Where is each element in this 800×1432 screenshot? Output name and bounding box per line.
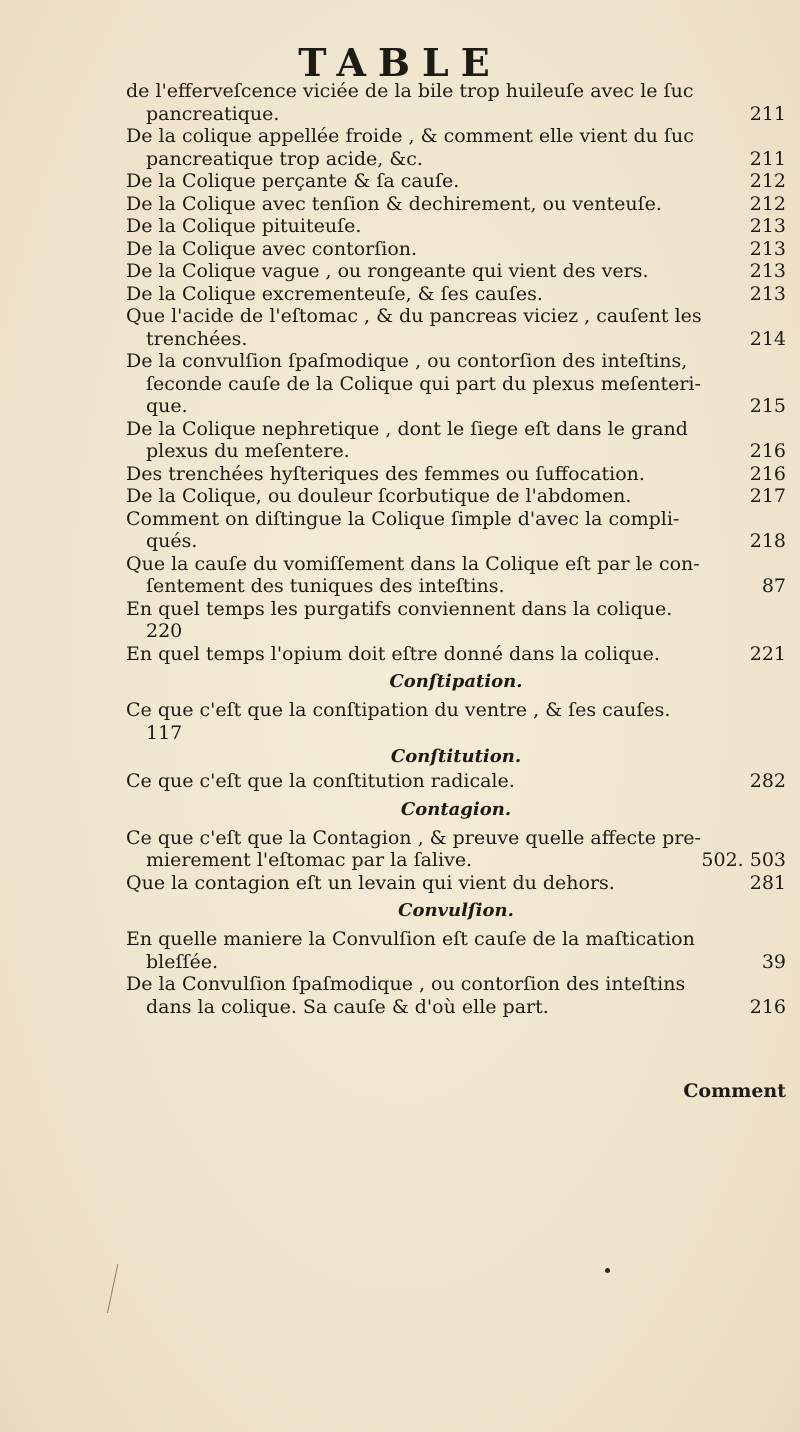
- index-entry-line: [126, 148, 786, 171]
- index-entry-line: [126, 575, 786, 598]
- catchword: Comment: [683, 1080, 786, 1102]
- entry-text: que.: [146, 395, 188, 417]
- page-number: 216: [749, 462, 786, 485]
- entry-text: De la convulſion ſpaſmodique , ou contorſion des inteſtins,: [126, 350, 688, 372]
- index-entry-line: [126, 395, 786, 418]
- page-number: 214: [749, 327, 786, 350]
- page-number: 213: [749, 282, 786, 305]
- entry-text: pancreatique trop acide, &c.: [146, 147, 423, 170]
- page-number: 87: [761, 575, 786, 597]
- entry-text: En quel temps les purgatifs conviennent dans la colique.: [126, 597, 673, 620]
- index-entry-line: [126, 440, 786, 463]
- entry-text: pancreatique.: [146, 102, 280, 125]
- entry-text: 117: [146, 721, 183, 744]
- index-entry-line: [126, 193, 786, 216]
- entry-text: En quelle maniere la Convulſion eſt cauſe de la maſtication: [126, 928, 695, 950]
- index-entry-line: [126, 928, 786, 951]
- entry-text: Que la contagion eſt un levain qui vient du dehors.: [126, 871, 615, 894]
- index-entry-line: [126, 283, 786, 306]
- entry-text: De la colique appellée froide , & comment elle vient du ſuc: [126, 125, 694, 147]
- page-number: 502. 503: [701, 849, 786, 871]
- entry-text: De la Colique pituiteuſe.: [126, 215, 362, 237]
- index-entry-line: [126, 485, 786, 508]
- page-number: 213: [749, 260, 786, 282]
- entry-text: Ce que c'eſt que la conſtipation du ventre , & ſes cauſes.: [126, 699, 671, 721]
- entry-text: mierement l'eſtomac par la ſalive.: [146, 849, 473, 871]
- page-number: 212: [749, 192, 786, 215]
- entry-text: De la Convulſion ſpaſmodique , ou contorſion des inteſtins: [126, 973, 686, 995]
- page-number: 213: [749, 215, 786, 237]
- index-entry-line: [126, 80, 786, 103]
- page-number: 215: [749, 395, 786, 417]
- index-entry-line: [126, 722, 786, 745]
- index-entry-line: [126, 849, 786, 872]
- entry-text: dans la colique. Sa cauſe & d'où elle part.: [146, 995, 549, 1018]
- entry-text: De la Colique excrementeuſe, & ſes cauſes.: [126, 282, 543, 305]
- entry-text: 220: [146, 620, 183, 642]
- index-entry-line: [126, 553, 786, 576]
- index-entry-line: [126, 215, 786, 238]
- index-entry-line: [126, 996, 786, 1019]
- page-number: 216: [749, 995, 786, 1018]
- index-entry-line: [126, 872, 786, 895]
- entry-text: De la Colique, ou douleur ſcorbutique de l'abdomen.: [126, 485, 632, 507]
- entry-text: Comment on diſtingue la Colique ſimple d'avec la compli-: [126, 507, 680, 530]
- index-entry-line: [126, 103, 786, 126]
- entry-text: Que l'acide de l'eſtomac , & du pancreas viciez , cauſent les: [126, 305, 702, 327]
- index-entry-line: [126, 463, 786, 486]
- index-entry-line: [126, 530, 786, 553]
- index-entry-line: [126, 508, 786, 531]
- index-entries: [126, 80, 786, 1018]
- page-number: 217: [749, 485, 786, 507]
- entry-text: qués.: [146, 530, 198, 552]
- index-entry-line: [126, 418, 786, 441]
- page-number: 221: [749, 642, 786, 665]
- page-number: 39: [761, 950, 786, 973]
- entry-text: En quel temps l'opium doit eſtre donné dans la colique.: [126, 642, 660, 665]
- index-entry-line: [126, 260, 786, 283]
- entry-text: De la Colique nephretique , dont le ſiege eſt dans le grand: [126, 417, 688, 440]
- index-entry-line: [126, 170, 786, 193]
- page-header: TABLE: [298, 40, 502, 85]
- page-number: 213: [749, 237, 786, 260]
- index-entry-line: [126, 598, 786, 621]
- index-entry-line: [126, 951, 786, 974]
- margin-pencil-mark: [107, 1264, 132, 1316]
- section-heading: Convulſion.: [398, 900, 514, 921]
- section-heading: Contagion.: [400, 798, 512, 820]
- entry-text: Ce que c'eſt que la Contagion , & preuve quelle affecte pre-: [126, 826, 701, 849]
- page-number: 281: [749, 871, 786, 894]
- index-entry-line: [126, 620, 786, 643]
- entry-text: ſeconde cauſe de la Colique qui part du plexus meſenteri-: [146, 372, 701, 395]
- page-number: 212: [749, 170, 786, 192]
- entry-text: De la Colique vague , ou rongeante qui vient des vers.: [126, 260, 649, 282]
- index-entry-line: [126, 827, 786, 850]
- entry-text: Ce que c'eſt que la conſtitution radicale.: [126, 770, 515, 792]
- entry-text: De la Colique avec tenſion & dechirement, ou venteuſe.: [126, 192, 662, 215]
- index-entry-line: [126, 350, 786, 373]
- entry-text: de l'efferveſcence viciée de la bile trop huileuſe avec le ſuc: [126, 80, 694, 102]
- index-entry-line: [126, 973, 786, 996]
- page-number: 218: [749, 530, 786, 552]
- page-number: 211: [749, 102, 786, 125]
- entry-text: bleſſée.: [146, 950, 219, 973]
- entry-text: trenchées.: [146, 327, 248, 350]
- index-entry-line: [126, 125, 786, 148]
- page-number: 211: [749, 147, 786, 170]
- index-entry-line: [126, 643, 786, 666]
- ink-dot: [605, 1268, 610, 1273]
- page-number: 282: [749, 770, 786, 792]
- entry-text: Que la cauſe du vomiſſement dans la Colique eſt par le con-: [126, 552, 700, 575]
- index-entry-line: [126, 305, 786, 328]
- index-entry-line: [126, 328, 786, 351]
- index-entry-line: [126, 373, 786, 396]
- page-number: 216: [749, 440, 786, 462]
- index-entry-line: [126, 770, 786, 793]
- section-heading: Conſtipation.: [389, 671, 523, 692]
- entry-text: De la Colique avec contorſion.: [126, 237, 418, 260]
- index-entry-line: [126, 699, 786, 722]
- entry-text: plexus du meſentere.: [146, 440, 350, 462]
- section-heading: Conſtitution.: [390, 746, 522, 767]
- entry-text: Des trenchées hyſteriques des femmes ou ſuffocation.: [126, 462, 645, 485]
- index-entry-line: [126, 238, 786, 261]
- entry-text: ſentement des tuniques des inteſtins.: [146, 575, 505, 597]
- entry-text: De la Colique perçante & ſa cauſe.: [126, 170, 460, 192]
